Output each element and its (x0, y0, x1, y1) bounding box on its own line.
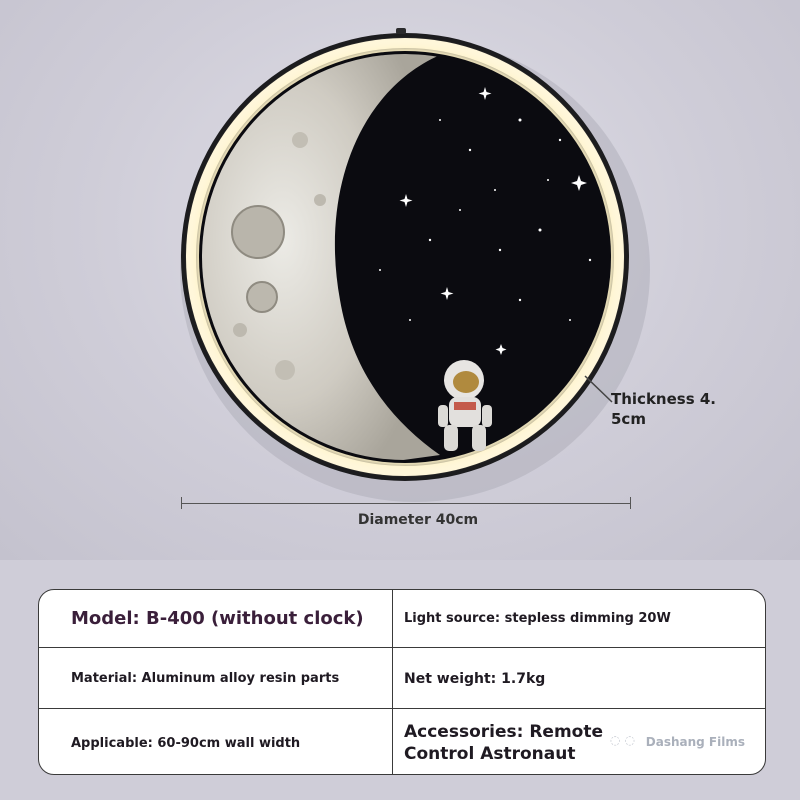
watermark-text: Dashang Films (645, 735, 745, 749)
diameter-label: Diameter 40cm (357, 512, 479, 528)
moon-crater (247, 282, 277, 312)
spec-cell-net-weight (393, 648, 765, 709)
spec-row (39, 590, 765, 647)
moon-crater (232, 206, 284, 258)
net-weight-text: Net weight: 1.7kg (404, 670, 546, 687)
spec-row (39, 708, 765, 775)
spec-cell-accessories (393, 709, 765, 775)
model-text: Model: B-400 (without clock) (71, 608, 364, 629)
applicable-text: Applicable: 60-90cm wall width (71, 735, 301, 751)
accessories-text: Accessories: Remote Control Astronaut (404, 722, 604, 764)
hanging-bracket (396, 28, 406, 34)
light-source-text: Light source: stepless dimming 20W (404, 611, 671, 626)
diameter-dimension-line (181, 503, 631, 504)
spec-cell-material (39, 648, 393, 709)
spec-cell-light-source (393, 590, 765, 647)
spec-cell-applicable (39, 709, 393, 775)
spec-table (38, 589, 766, 775)
material-text: Material: Aluminum alloy resin parts (71, 671, 340, 686)
spec-row (39, 647, 765, 709)
watermark-icon: ◌ ◌ (609, 733, 635, 747)
thickness-label: Thickness 4. 5cm (611, 390, 716, 428)
spec-cell-model (39, 590, 393, 647)
